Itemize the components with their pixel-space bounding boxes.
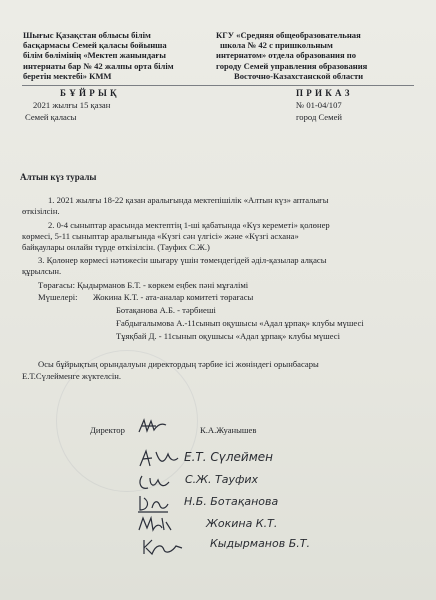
header-right-line: городу Семей управления образования xyxy=(216,60,368,71)
body-line: өткізілсін. xyxy=(22,206,60,216)
header-left-line: Шығыс Қазақстан облысы білім xyxy=(23,30,151,40)
ack-name-4: Жокина К.Т. xyxy=(206,517,278,530)
body-line: байқаулары онлайн түрде өткізілсін. (Тауфих С.Ж.) xyxy=(22,242,210,252)
order-city-kz: Семей қаласы xyxy=(25,112,77,122)
body-line: көрмесі, 5-11 сыныптар аралығында «Күзгі сән үлгісі» және «Күзгі асхана» xyxy=(22,231,299,241)
signature-1-icon xyxy=(136,446,180,472)
ack-name-2: С.Ж. Тауфих xyxy=(185,473,259,486)
jury-member: Ғабдығалымова А.-11сынып оқушысы «Адал ұрпақ» клубы мүшесі xyxy=(116,318,364,328)
jury-chair: Төрағасы: Қыдырманов Б.Т. - көркем еңбек пәні мұғалімі xyxy=(38,280,249,290)
header-right-line: интернатом» отдела образования по xyxy=(216,50,357,61)
signature-4-icon xyxy=(136,512,172,536)
jury-member: Тұяқбай Д. - 11сынып оқушысы «Адал ұрпақ» клубы мүшесі xyxy=(116,331,341,341)
body-line: Е.Т.Сүлейменге жүктелсін. xyxy=(22,371,121,381)
jury-member: Жокина К.Т. - ата-аналар комитеті төрағасы xyxy=(93,292,254,302)
body-line: 2. 0-4 сыныптар арасында мектептің 1-ші қабатында «Күз кереметі» қолөнер xyxy=(48,220,330,230)
director-label: Директор xyxy=(90,425,125,435)
signature-5-icon xyxy=(140,534,184,560)
order-number: № 01-04/107 xyxy=(296,100,342,110)
body-line: Осы бұйрықтың орындалуын директордың тәрбие ісі жөніндегі орынбасары xyxy=(38,359,319,369)
ack-name-3: Н.Б. Ботақанова xyxy=(184,495,279,508)
header-right-line: школа № 42 с пришкольным xyxy=(220,40,333,51)
body-line: құрылсын. xyxy=(22,266,62,276)
header-right-line: Восточно-Казахстанской области xyxy=(234,70,364,81)
header-left-line: білім бөлімінің «Мектеп жанындағы xyxy=(23,50,166,61)
jury-members-label: Мүшелері: xyxy=(38,292,78,302)
body-line: 3. Қолөнер көрмесі нәтижесін шығару үшін төмендегідей әділ-қазылар алқасы xyxy=(38,255,327,265)
order-title-kz: Б Ұ Й Р Ы Қ xyxy=(60,88,118,98)
header-right-line: КГУ «Средняя общеобразовательная xyxy=(216,30,361,40)
header-left xyxy=(23,30,174,81)
director-signature-icon xyxy=(136,416,176,438)
order-city-ru: город Семей xyxy=(296,112,342,122)
order-date: 2021 жылғы 15 қазан xyxy=(33,100,111,110)
jury-member: Ботақанова А.Б. - тәрбиеші xyxy=(116,305,216,315)
header-divider xyxy=(22,85,414,86)
body-line: 1. 2021 жылғы 18-22 қазан аралығында мектепішілік «Алтын күз» апталығы xyxy=(48,195,329,205)
header-left-line: басқармасы Семей қаласы бойынша xyxy=(23,40,167,51)
ack-name-1: Е.Т. Сүлеймен xyxy=(184,450,273,464)
header-left-line: интернаты бар № 42 жалпы орта білім xyxy=(23,60,174,71)
order-title-ru: П Р И К А З xyxy=(296,88,351,98)
header-right xyxy=(216,30,367,81)
director-name: К.А.Жуанышев xyxy=(200,425,257,435)
ack-name-5: Кыдырманов Б.Т. xyxy=(210,537,310,550)
order-subject: Алтын күз туралы xyxy=(20,172,97,182)
header-left-line: беретін мектебі» КММ xyxy=(23,70,112,81)
